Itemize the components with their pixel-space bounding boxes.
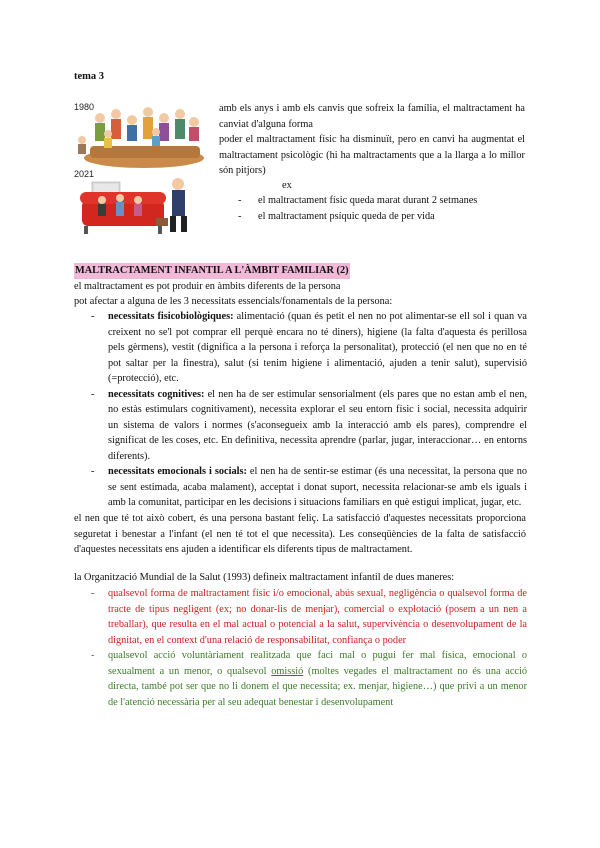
section-line-2: pot afectar a alguna de les 3 necessitats essencials/fonamentals de la persona: bbox=[74, 296, 393, 307]
family-illustration bbox=[72, 100, 210, 238]
list-item: - el maltractament físic queda marat durant 2 setmanes bbox=[238, 195, 478, 206]
oms-intro: la Organització Mundial de la Salut (1993) defineix maltractament infantil de dues maneres: bbox=[74, 572, 455, 583]
conclusion-paragraph: el nen que té tot això cobert, és una persona bastant feliç. La satisfacció d'aquestes necessitats proporciona seguretat i benestar a l'infant (el nen té tot el que necessita). Les conseqüències de la falta de satisfacció d'aquestes necessitats ens ajuden a identificar els diferents tipus de maltractament. bbox=[74, 513, 526, 555]
definition-item-2: - qualsevol acció voluntàriament realitzada que faci mal o pugui fer mal física, emocional o sexualment a un menor, o qualsevol omissió (moltes vegades el maltractament no és una acció directa, també pot ser que no li donem el que necessita; ex. menjar, higiene…) que privi a un menor de l'atenció necessària per al seu adequat benestar i desenvolupament bbox=[91, 650, 527, 708]
examples-list bbox=[238, 193, 528, 224]
definition-item-1: - qualsevol forma de maltractament físic i/o emocional, abús sexual, negligència o qualsevol forma de tracte de tipus negligent (ex; no donar-lis de menjar), comercial o explotació (posem a un nen a treballar), que resulta en el mal actual o potencial a la salut, supervivència o desenvolupament de la dignitat, en el context d'una relació de responsabilitat, confiança o poder bbox=[91, 588, 527, 646]
needs-list bbox=[91, 309, 527, 511]
year-2021-label: 2021 bbox=[74, 169, 95, 179]
document-title: tema 3 bbox=[74, 71, 105, 82]
family-then-now-image bbox=[72, 100, 210, 238]
need-item-emotional: - necessitats emocionals i socials: el nen ha de sentir-se estimar (és una necessitat, la persona que no se sent estimada, acaba malament), acceptat i donat suport, necessita relacionar-se amb els iguals i amb la comunitat, participar en les decisions i situacions familiars en què estigui implicat, jugar, etc. bbox=[91, 466, 527, 508]
list-item: - el maltractament psíquic queda de per vida bbox=[238, 210, 435, 222]
section-line-1: el maltractament es pot produir en àmbits diferents de la persona bbox=[74, 281, 341, 292]
definitions-list bbox=[91, 586, 527, 710]
omission-term: omissió bbox=[271, 665, 304, 677]
need-item-physical: - necessitats fisicobiològiques: alimentació (quan és petit el nen no pot alimentar-se ell sol i quan va creixent no se'l pot comprar ell perquè encara no té diners), higiene (la falta d'aquesta és perillosa pels gèrmens), vestit (dignifica a la persona i reforça la personalitat), protecció (el nen que no en té pot saltar per la finestra), salut (si tenim higiene i alimentació, ajuden a tenir salut), supervisió (=protecció), etc. bbox=[91, 311, 527, 384]
year-1980-label: 1980 bbox=[74, 102, 95, 112]
need-term: necessitats cognitives: bbox=[108, 388, 205, 400]
need-term: necessitats emocionals i socials: bbox=[108, 466, 247, 477]
section-heading: MALTRACTAMENT INFANTIL A L'ÀMBIT FAMILIAR (2) bbox=[74, 263, 350, 279]
intro-paragraph-2: poder el maltractament físic ha disminuït, pero en canvi ha augmentat el maltractament psicològic (hi ha maltractaments que a la llarga a lo millor són pitjors) bbox=[219, 134, 525, 176]
need-item-cognitive: - necessitats cognitives: el nen ha de ser estimular sensorialment (els pares que no estan amb el nen, no estàs estimulars cognitivament), necessita explorar el seu entorn físic i social, necessita adquirir un sistema de valors i normes (s'aconsegueix amb la interacció amb els pares), comprendre el significat de les coses, etc. En definitiva, necessita aprendre (parlar, jugar, interaccionar… en entorns diferents). bbox=[91, 388, 527, 462]
examples-label: ex bbox=[282, 180, 292, 191]
intro-paragraph-1: amb els anys i amb els canvis que sofreix la família, el maltractament ha canviat d'alguna forma bbox=[219, 103, 525, 130]
need-term: necessitats fisicobiològiques: bbox=[108, 311, 234, 322]
